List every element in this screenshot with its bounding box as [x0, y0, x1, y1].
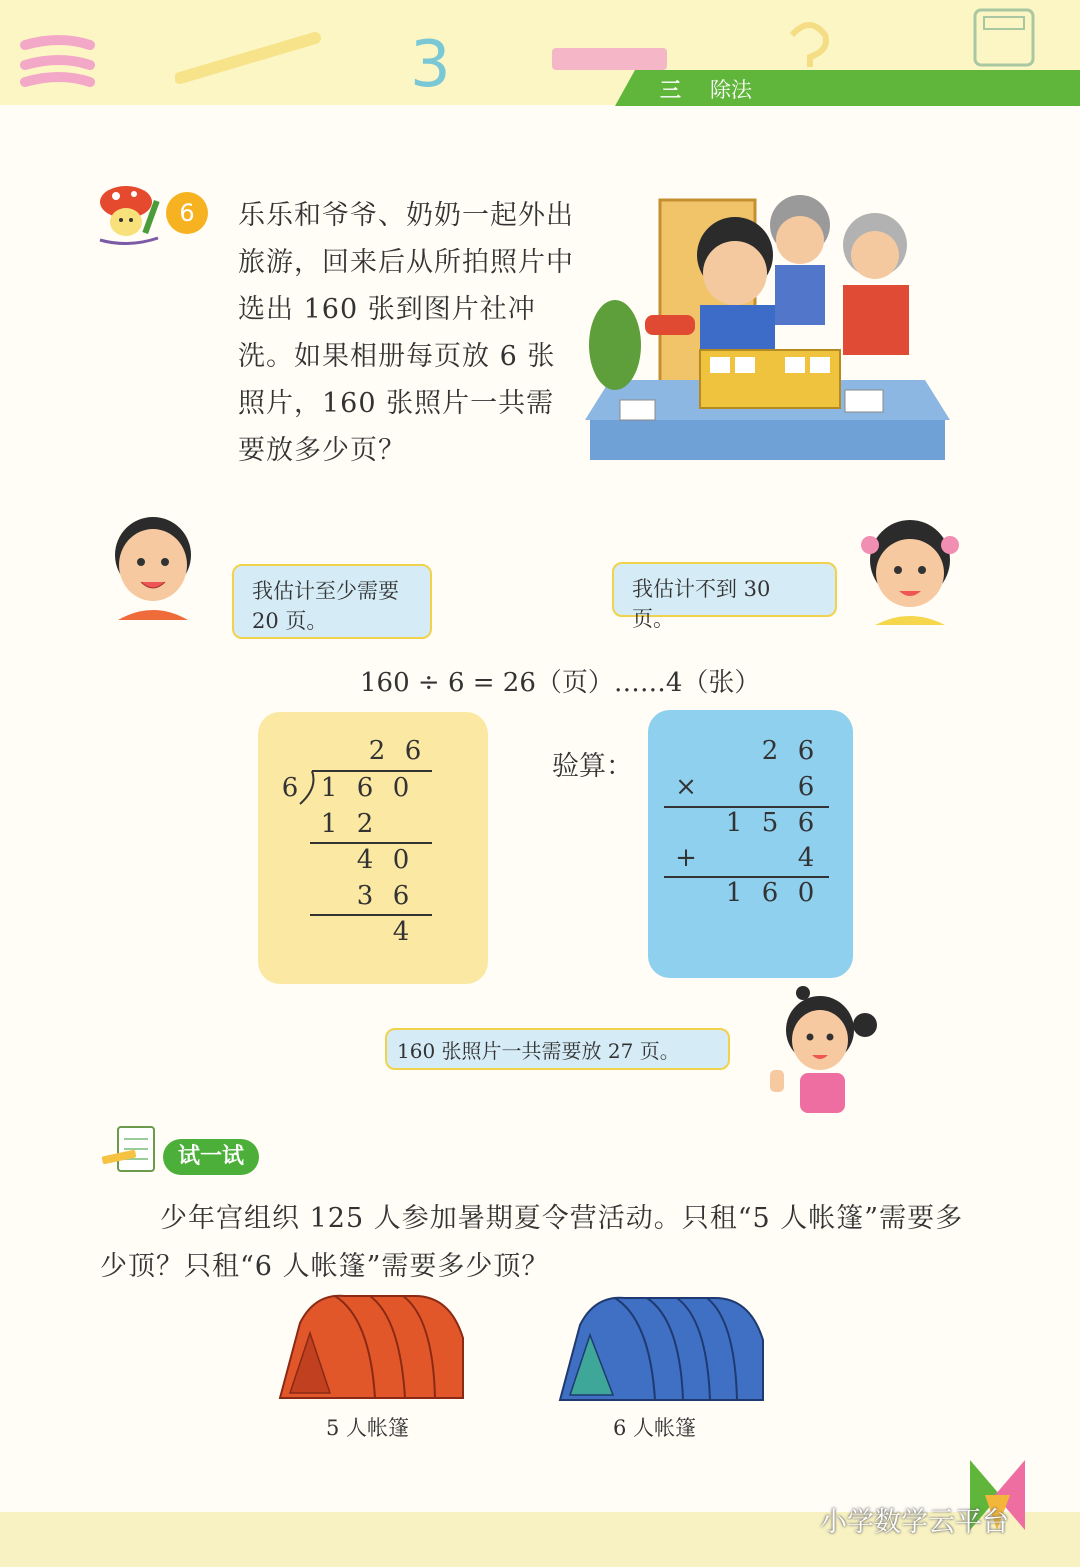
division-bar	[312, 770, 432, 772]
subtract-row-2: 3 6	[356, 881, 410, 911]
dividend-row: 6	[281, 773, 299, 803]
check-label: 验算：	[552, 751, 633, 782]
check-result: 1 6 0	[725, 878, 815, 908]
subtract-row-1: 1 2	[320, 809, 374, 839]
blue-tent-illustration	[555, 1290, 767, 1405]
check-product: 1 5 6	[725, 808, 815, 838]
girl-pointing-avatar	[765, 985, 885, 1120]
try-it-text: 少年宫组织 125 人参加暑期夏令营活动。只租“5 人帐篷”需要多少顶？只租“6 人帐篷”需要多少顶？	[100, 1203, 964, 1282]
remainder-row-1: 4 0	[356, 845, 410, 875]
digit-decoration: 3	[410, 28, 451, 102]
division-line-1	[310, 842, 432, 844]
example-number-badge: 6	[166, 192, 208, 234]
division-equation: 160 ÷ 6 = 26（页）……4（张）	[360, 668, 761, 698]
check-plus: +	[675, 843, 697, 873]
try-it-badge: 试一试	[163, 1139, 259, 1175]
check-row-2: ×	[675, 772, 697, 802]
family-photo-album-illustration	[585, 195, 950, 467]
notepad-pencil-icon	[100, 1123, 160, 1175]
tent-label-5: 5 人帐篷	[326, 1416, 410, 1440]
watermark-text: 小学数学云平台	[820, 1507, 1009, 1538]
orange-tent-illustration	[275, 1288, 467, 1403]
boy-speech-bubble: 我估计至少需要 20 页。	[232, 564, 432, 639]
dividend-digits: 1 6 0	[320, 773, 410, 803]
chapter-number: 三	[660, 78, 681, 102]
division-line-2	[310, 914, 432, 916]
ruler-decoration	[20, 30, 100, 90]
tent-label-6: 6 人帐篷	[613, 1416, 697, 1440]
conclusion-speech-bubble: 160 张照片一共需要放 27 页。	[385, 1028, 730, 1070]
chapter-tab	[615, 70, 1080, 106]
question-decoration	[780, 15, 840, 75]
quotient-row: 2 6	[368, 736, 422, 766]
girl-speech-bubble: 我估计不到 30 页。	[612, 562, 837, 617]
check-row-1: 2 6	[761, 736, 815, 766]
calculator-decoration	[970, 5, 1040, 70]
problem-text: 乐乐和爷爷、奶奶一起外出旅游，回来后从所拍照片中选出 160 张到图片社冲洗。如果相册每页放 6 张照片，160 张照片一共需要放多少页？	[238, 200, 574, 466]
pencil-decoration	[175, 28, 325, 88]
check-addend: 4	[797, 843, 815, 873]
check-multiplier: 6	[797, 772, 815, 802]
boy-avatar	[103, 510, 203, 620]
girl-avatar	[855, 515, 965, 625]
chapter-title: 除法	[710, 78, 752, 102]
final-remainder: 4	[392, 917, 410, 947]
